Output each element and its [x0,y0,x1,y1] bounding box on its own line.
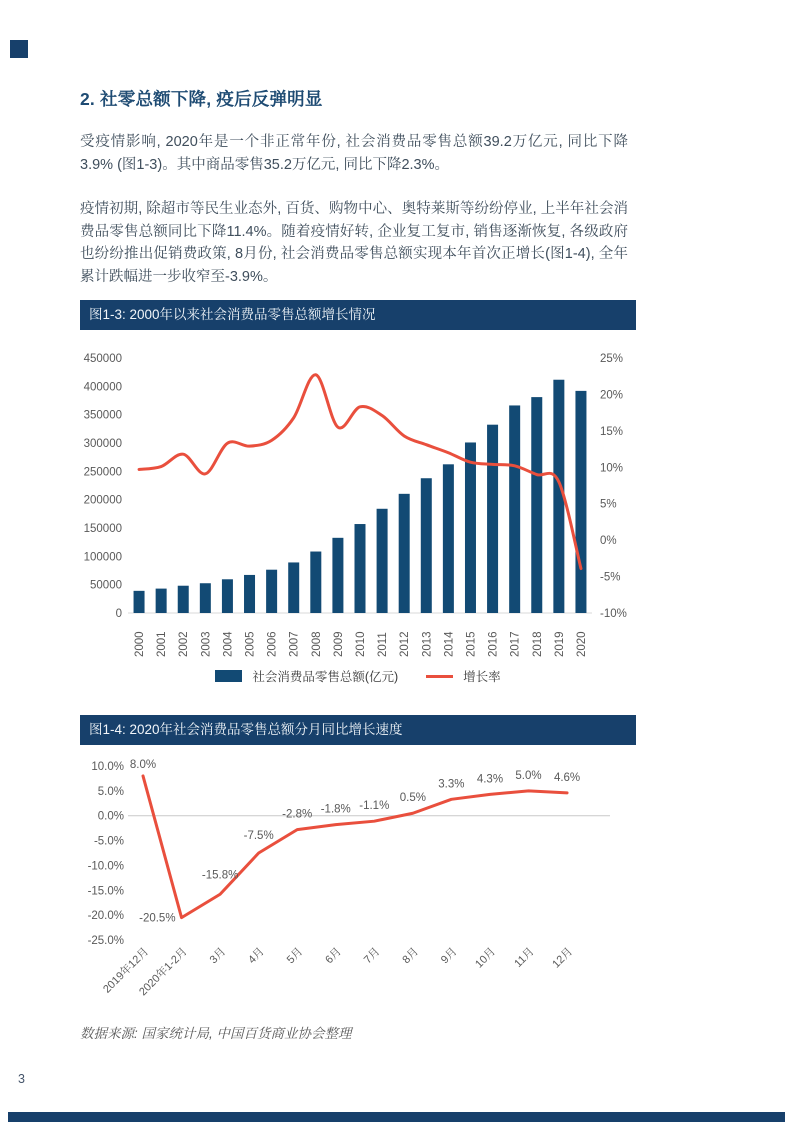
retail-bar [222,579,233,613]
year-tick: 2019 [553,631,566,657]
retail-bar [531,397,542,613]
retail-bar [355,524,366,613]
retail-total-combo-chart [80,330,636,664]
retail-bar [443,464,454,613]
month-tick: 10月 [473,945,499,971]
corner-mark [10,40,28,58]
year-tick: 2015 [465,631,478,657]
y-axis-tick: -5.0% [93,835,124,848]
legend-bar-label: 社会消费品零售总额(亿元) [252,670,399,684]
retail-bar [288,562,299,613]
year-tick: 2000 [134,631,147,657]
point-label: 5.0% [515,769,542,782]
year-tick: 2002 [178,631,191,657]
point-label: -1.8% [320,803,351,816]
point-label: -15.8% [201,869,239,882]
year-tick: 2011 [377,632,390,657]
year-tick: 2003 [200,631,213,657]
legend-line-swatch [426,675,453,678]
right-axis-tick: 0% [600,535,617,548]
year-tick: 2008 [310,631,323,657]
point-label: 0.5% [399,792,426,805]
year-tick: 2005 [244,631,257,657]
month-tick: 9月 [438,945,460,967]
section-heading: 2. 社零总额下降, 疫后反弹明显 [80,89,323,109]
y-axis-tick: 5.0% [97,785,124,798]
month-tick: 11月 [512,945,537,970]
year-tick: 2014 [443,631,456,657]
right-axis-tick: 5% [600,498,617,511]
chart-2-panel [80,715,636,1013]
year-tick: 2012 [399,631,412,657]
right-axis-tick: 15% [600,425,624,438]
y-axis-tick: -20.0% [87,910,124,923]
year-tick: 2001 [156,631,169,657]
point-label: -7.5% [243,830,274,842]
page-number: 3 [18,1072,25,1086]
monthly-growth-line-chart [80,745,636,1013]
month-tick: 5月 [284,945,306,967]
month-tick: 6月 [323,945,344,967]
retail-bar [156,589,167,613]
legend-bar-swatch [215,670,242,682]
retail-bar [134,591,145,613]
month-tick: 2020年1-2月 [137,945,190,999]
paragraph-summary: 受疫情影响, 2020年是一个非正常年份, 社会消费品零售总额39.2万亿元, 同比下降3.9% (图1-3)。其中商品零售35.2万亿元, 同比下降2.3%。 [80,134,628,173]
right-axis-tick: -5% [600,571,621,584]
retail-bar [421,478,432,613]
year-tick: 2007 [288,631,301,657]
retail-bar [244,575,255,613]
month-tick: 7月 [361,945,383,967]
left-axis-tick: 300000 [83,438,122,450]
left-axis-tick: 450000 [83,353,122,365]
paragraph-detail: 疫情初期, 除超市等民生业态外, 百货、购物中心、奥特莱斯等纷纷停业, 上半年社会消费品零售总额同比下降11.4%。随着疫情好转, 企业复工复市, 销售逐渐恢复, 各级政府也纷纷推出促销费政策, 8月份, 社会消费品零售总额实现本年首次正增长(图1-4), 全年累计跌幅进一步收窄至-3.9%。 [80,201,628,285]
point-label: 8.0% [129,758,157,771]
retail-bar [575,391,586,613]
left-axis-tick: 400000 [83,381,122,394]
left-axis-tick: 0 [115,608,122,620]
monthly-growth-line [143,776,567,918]
y-axis-tick: -25.0% [87,935,124,947]
retail-bar [332,538,343,613]
chart-2-title: 图1-4: 2020年社会消费品零售总额分月同比增长速度 [80,715,636,745]
data-source-note: 数据来源: 国家统计局, 中国百货商业协会整理 [80,1026,352,1041]
month-tick: 3月 [207,945,229,967]
left-axis-tick: 50000 [90,579,122,592]
footer-bar [8,1112,785,1122]
month-tick: 12月 [550,945,576,971]
year-tick: 2004 [222,631,235,657]
left-axis-tick: 350000 [83,409,122,422]
chart-1-panel [80,300,636,686]
month-tick: 2019年12月 [101,945,152,996]
chart-1-legend [80,666,636,686]
year-tick: 2018 [531,631,544,657]
y-axis-tick: 0.0% [97,810,124,823]
point-label: -1.1% [359,800,390,813]
retail-bar [178,586,189,613]
right-axis-tick: -10% [600,608,627,620]
left-axis-tick: 200000 [83,494,122,507]
month-tick: 8月 [400,945,421,967]
right-axis-tick: 10% [600,462,624,475]
point-label: 4.6% [553,771,581,784]
point-label: -2.8% [282,808,313,821]
y-axis-tick: -10.0% [87,860,124,873]
y-axis-tick: -15.0% [87,885,124,898]
retail-bar [509,405,520,613]
point-label: 3.3% [438,778,465,791]
retail-bar [310,552,321,613]
year-tick: 2020 [575,631,588,657]
retail-bar [377,509,388,613]
retail-bar [200,583,211,613]
y-axis-tick: 10.0% [91,761,124,773]
year-tick: 2010 [355,631,367,657]
month-tick: 4月 [246,945,267,967]
year-tick: 2009 [332,631,345,657]
retail-bar [487,425,498,613]
retail-bar [399,494,410,613]
retail-bar [266,570,277,613]
left-axis-tick: 150000 [83,523,122,535]
left-axis-tick: 250000 [83,466,122,479]
right-axis-tick: 25% [600,353,624,365]
year-tick: 2016 [487,631,500,657]
point-label: -20.5% [139,912,176,925]
chart-1-title: 图1-3: 2000年以来社会消费品零售总额增长情况 [80,300,636,330]
legend-line-label: 增长率 [463,670,501,684]
left-axis-tick: 100000 [83,551,122,564]
point-label: 4.3% [476,773,504,786]
year-tick: 2017 [509,631,522,657]
retail-bar [465,442,476,613]
right-axis-tick: 20% [600,389,624,402]
year-tick: 2006 [266,631,279,657]
year-tick: 2013 [421,631,434,657]
